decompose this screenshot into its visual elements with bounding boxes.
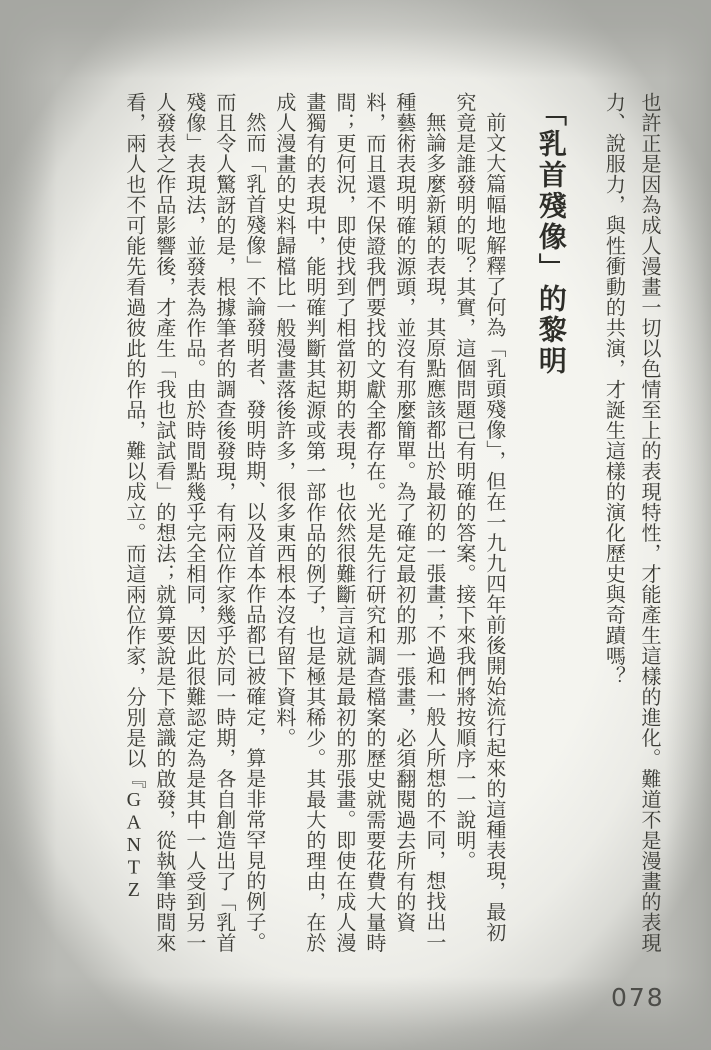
section-title: 「乳首殘像」的黎明 [534,97,566,377]
body-paragraph-3: 然而「乳首殘像」不論發明者、發明時期、以及首本作品都已被確定，算是非常罕見的例子。而且令人驚訝的是，根據筆者的調查後發現，有兩位作家幾乎於同一時期，各自創造出了「乳首殘像」表現法，並發表為作品。由於時間點幾乎完全相同，因此很難認定為是其中一人受到另一人發表之作品影響後，才產生「我也試試看」的想法；就算要說是下意識的啟發，從執筆時間來看，兩人也不可能先看過彼此的作品，難以成立。而這兩位作家，分別是以『GANTZ [122,92,265,953]
body-paragraph-1: 前文大篇幅地解釋了何為「乳頭殘像」，但在一九九四年前後開始流行起來的這種表現，最初究竟是誰發明的呢？其實，這個問題已有明確的答案。接下來我們將按順序一一說明。 [452,92,505,943]
page-number: 078 [611,983,665,1012]
body-paragraph-2: 無論多麼新穎的表現，其原點應該都出於最初的一張畫；不過和一般人所想的不同，想找出一種藝術表現明確的源頭，並沒有那麼簡單。為了確定最初的那一張畫，必須翻閱過去所有的資料，而且還不保證我們要找的文獻全都存在。光是先行研究和調查檔案的歷史就需要花費大量時間；更何況，即使找到了相當初期的表現，也依然很難斷言這就是最初的那張畫。即使在成人漫畫獨有的表現中，能明確判斷其起源或第一部作品的例子，也是極其稀少。其最大的理由，在於成人漫畫的史料歸檔比一般漫畫落後許多，很多東西根本沒有留下資料。 [272,92,445,953]
article-text [94,92,666,954]
intro-paragraph: 也許正是因為成人漫畫一切以色情至上的表現特性，才能產生這樣的進化。難道不是漫畫的表現力、說服力，與性衝動的共演，才誕生這樣的演化歷史與奇蹟嗎？ [602,92,660,953]
